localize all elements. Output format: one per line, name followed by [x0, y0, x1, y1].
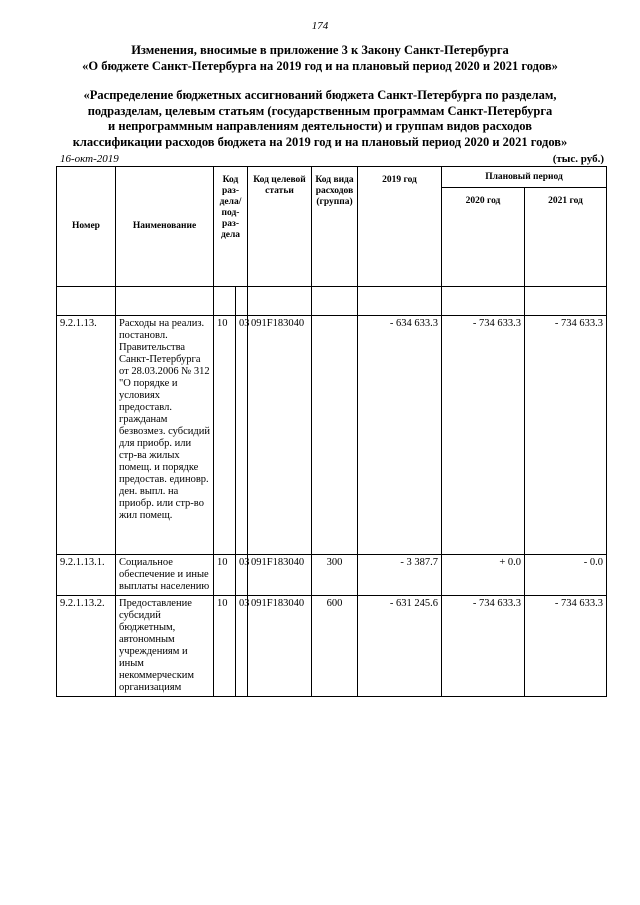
row-2021: - 0.0 — [525, 555, 607, 596]
row-2019: - 634 633.3 — [358, 316, 442, 555]
table-row — [57, 555, 607, 596]
header-2021: 2021 год — [525, 188, 607, 287]
row-subsection: 03 — [236, 555, 248, 596]
row-type: 300 — [312, 555, 358, 596]
title-line: «Распределение бюджетных ассигнований бюджета Санкт-Петербурга по разделам, — [83, 88, 557, 102]
row-2019: - 3 387.7 — [358, 555, 442, 596]
header-number: Номер — [57, 167, 116, 287]
row-target: 091F183040 — [248, 316, 312, 555]
header-type: Код вида расходов (группа) — [312, 167, 358, 287]
row-subsection: 03 — [236, 316, 248, 555]
header-2020: 2020 год — [442, 188, 525, 287]
row-type: 600 — [312, 596, 358, 697]
row-2020: + 0.0 — [442, 555, 525, 596]
table-row — [57, 596, 607, 697]
budget-table — [56, 166, 607, 697]
row-2021: - 734 633.3 — [525, 596, 607, 697]
row-name: Социальное обеспечение и иные выплаты населению — [116, 555, 214, 596]
document-heading — [20, 42, 620, 74]
row-number: 9.2.1.13.1. — [57, 555, 116, 596]
header-target: Код целевой статьи — [248, 167, 312, 287]
header-plan-period: Плановый период — [442, 167, 607, 188]
table-row — [57, 316, 607, 555]
heading-line: Изменения, вносимые в приложение 3 к Закону Санкт-Петербурга — [131, 43, 509, 57]
table-title — [20, 88, 620, 150]
units-label: (тыс. руб.) — [552, 153, 604, 165]
spacer-row — [57, 287, 607, 316]
row-section: 10 — [214, 555, 236, 596]
row-2021: - 734 633.3 — [525, 316, 607, 555]
row-target: 091F183040 — [248, 596, 312, 697]
title-line: классификации расходов бюджета на 2019 год и на плановый период 2020 и 2021 годов» — [72, 134, 568, 149]
row-name: Расходы на реализ. постановл. Правительства Санкт-Петербурга от 28.03.2006 № 312 "О порядке и условиях предоставл. гражданам безвозмез. субсидий для приобр. или стр-ва жилых помещ. и порядке предостав. единовр. ден. выпл. на приобр. или стр-во жил помещ. — [116, 316, 214, 555]
row-2019: - 631 245.6 — [358, 596, 442, 697]
heading-line: «О бюджете Санкт-Петербурга на 2019 год и на плановый период 2020 и 2021 годов» — [82, 59, 558, 73]
title-line: и непрограммным направлениям деятельности) и группам видов расходов — [108, 119, 532, 133]
row-subsection: 03 — [236, 596, 248, 697]
row-number: 9.2.1.13.2. — [57, 596, 116, 697]
header-name: Наименование — [116, 167, 214, 287]
row-2020: - 734 633.3 — [442, 316, 525, 555]
row-name: Предоставление субсидий бюджетным, автономным учреждениям и иным некоммерческим организациям — [116, 596, 214, 697]
header-section: Код раз-дела/ под-раз-дела — [214, 167, 248, 287]
page-number: 174 — [311, 20, 329, 32]
title-line: подразделам, целевым статьям (государственным программам Санкт-Петербурга — [87, 103, 553, 118]
row-number: 9.2.1.13. — [57, 316, 116, 555]
row-target: 091F183040 — [248, 555, 312, 596]
document-date: 16-окт-2019 — [60, 153, 119, 165]
header-2019: 2019 год — [358, 167, 442, 287]
row-2020: - 734 633.3 — [442, 596, 525, 697]
row-section: 10 — [214, 596, 236, 697]
row-section: 10 — [214, 316, 236, 555]
row-type — [312, 316, 358, 555]
